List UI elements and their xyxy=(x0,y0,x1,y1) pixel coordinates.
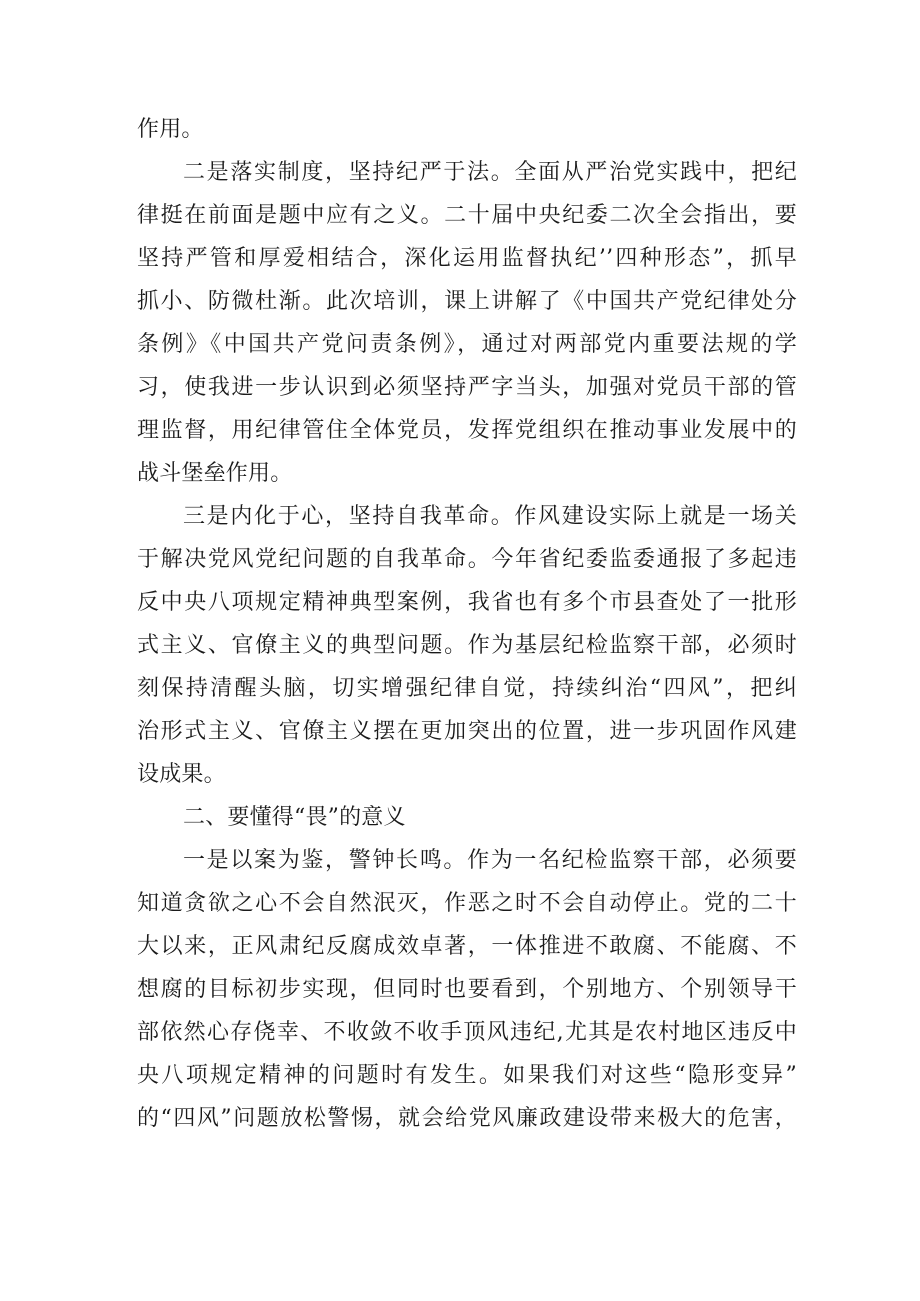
text-line: 想腐的目标初步实现，但同时也要看到，个别地方、个别领导干 xyxy=(137,977,797,1002)
text-line: 知道贪欲之心不会自然泯灭，作恶之时不会自动停止。党的二十 xyxy=(137,891,797,916)
text-line: 部依然心存侥幸、不收敛不收手顶风违纪,尤其是农村地区违反中 xyxy=(137,1020,797,1045)
text-line: 条例》《中国共产党问责条例》，通过对两部党内重要法规的学 xyxy=(137,332,797,357)
paragraph xyxy=(137,495,797,796)
paragraph xyxy=(137,839,797,1140)
text-line: 抓小、防微杜渐。此次培训，课上讲解了《中国共产党纪律处分 xyxy=(137,289,797,314)
text-line: 式主义、官僚主义的典型问题。作为基层纪检监察干部，必须时 xyxy=(137,633,797,658)
text-line: 刻保持清醒头脑，切实增强纪律自觉，持续纠治“四风”，把纠 xyxy=(137,676,797,701)
document-page xyxy=(137,108,797,1140)
text-line: 习，使我进一步认识到必须坚持严字当头，加强对党员干部的管 xyxy=(137,375,797,400)
text-line: 于解决党风党纪问题的自我革命。今年省纪委监委通报了多起违 xyxy=(137,547,797,572)
text-line: 的“四风”问题放松警惕，就会给党风廉政建设带来极大的危害， xyxy=(137,1106,797,1131)
text-line: 央八项规定精神的问题时有发生。如果我们对这些“隐形变异” xyxy=(137,1063,797,1088)
text-line: 治形式主义、官僚主义摆在更加突出的位置，进一步巩固作风建 xyxy=(137,719,797,744)
text-line: 反中央八项规定精神典型案例，我省也有多个市县查处了一批形 xyxy=(137,590,797,615)
paragraph xyxy=(137,108,797,151)
text-line: 大以来，正风肃纪反腐成效卓著，一体推进不敢腐、不能腐、不 xyxy=(137,934,797,959)
text-line: 二、要懂得“畏”的意义 xyxy=(183,805,406,830)
text-line: 战斗堡垒作用。 xyxy=(137,461,293,486)
text-line: 三是内化于心，坚持自我革命。作风建设实际上就是一场关 xyxy=(183,504,797,529)
text-line: 律挺在前面是题中应有之义。二十届中央纪委二次全会指出，要 xyxy=(137,203,797,228)
text-line: 作用。 xyxy=(137,117,204,142)
text-line: 坚持严管和厚爱相结合，深化运用监督执纪’’四种形态”，抓早 xyxy=(137,246,797,271)
paragraph xyxy=(137,151,797,495)
text-line: 一是以案为鉴，警钟长鸣。作为一名纪检监察干部，必须要 xyxy=(183,848,797,873)
paragraph xyxy=(137,796,797,839)
text-line: 设成果。 xyxy=(137,762,226,787)
text-line: 二是落实制度，坚持纪严于法。全面从严治党实践中，把纪 xyxy=(183,160,797,185)
text-line: 理监督，用纪律管住全体党员，发挥党组织在推动事业发展中的 xyxy=(137,418,797,443)
